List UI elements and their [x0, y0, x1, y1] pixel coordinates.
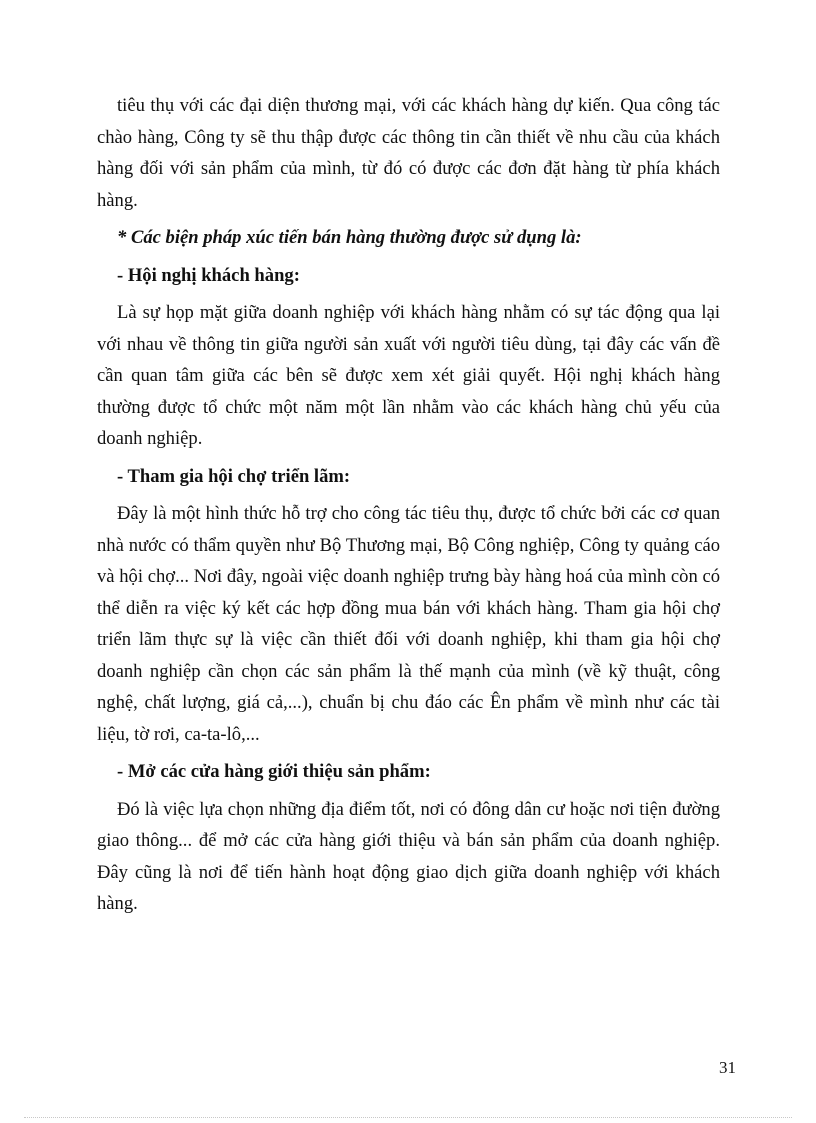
paragraph-showroom: Đó là việc lựa chọn những địa điểm tốt, nơi có đông dân cư hoặc nơi tiện đường giao thông... để mở các cửa hàng giới thiệu và bán sản phẩm của doanh nghiệp. Đây cũng là nơi để tiến hành hoạt động giao dịch giữa doanh nghiệp với khách hàng.	[97, 798, 720, 914]
subheading-showroom: - Mở các cửa hàng giới thiệu sản phẩm:	[117, 761, 431, 782]
subheading-trade-fair: - Tham gia hội chợ triển lãm:	[117, 465, 351, 487]
section-heading-sales-promotion: * Các biện pháp xúc tiến bán hàng thường được sử dụng là:	[117, 227, 582, 248]
page-number: 31	[719, 1058, 736, 1077]
paragraph-trade-fair: Đây là một hình thức hỗ trợ cho công tác tiêu thụ, được tổ chức bởi các cơ quan nhà nước có thẩm quyền như Bộ Thương mại, Bộ Công nghiệp, Công ty quảng cáo và hội chợ... Nơi đây, ngoài việc doanh nghiệp trưng bày hàng hoá của mình còn có thể diễn ra việc ký kết các hợp đồng mua bán với khách hàng. Tham gia hội chợ triển lãm thực sự là việc cần thiết đối với doanh nghiệp, khi tham gia hội chợ doanh nghiệp cần chọn các sản phẩm là thế mạnh của mình (về kỹ thuật, công nghệ, chất lượng, giá cả,...), chuẩn bị chu đáo các Ên phẩm về mình như các tài liệu, tờ rơi, ca-ta-lô,...	[97, 503, 720, 745]
page-body	[97, 90, 720, 926]
subheading-customer-conference: - Hội nghị khách hàng:	[117, 264, 300, 286]
paragraph-customer-conference: Là sự họp mặt giữa doanh nghiệp với khách hàng nhằm có sự tác động qua lại với nhau về thông tin giữa người sản xuất với người tiêu dùng, tại đây các vấn đề cần quan tâm giữa các bên sẽ được xem xét giải quyết. Hội nghị khách hàng thường được tổ chức một năm một lần nhằm vào các khách hàng chủ yếu của doanh nghiệp.	[97, 302, 720, 449]
paragraph-continued: tiêu thụ với các đại diện thương mại, với các khách hàng dự kiến. Qua công tác chào hàng, Công ty sẽ thu thập được các thông tin cần thiết về nhu cầu của khách hàng đối với sản phẩm của mình, từ đó có được các đơn đặt hàng từ phía khách hàng.	[97, 95, 720, 211]
page-bottom-divider	[24, 1117, 792, 1118]
